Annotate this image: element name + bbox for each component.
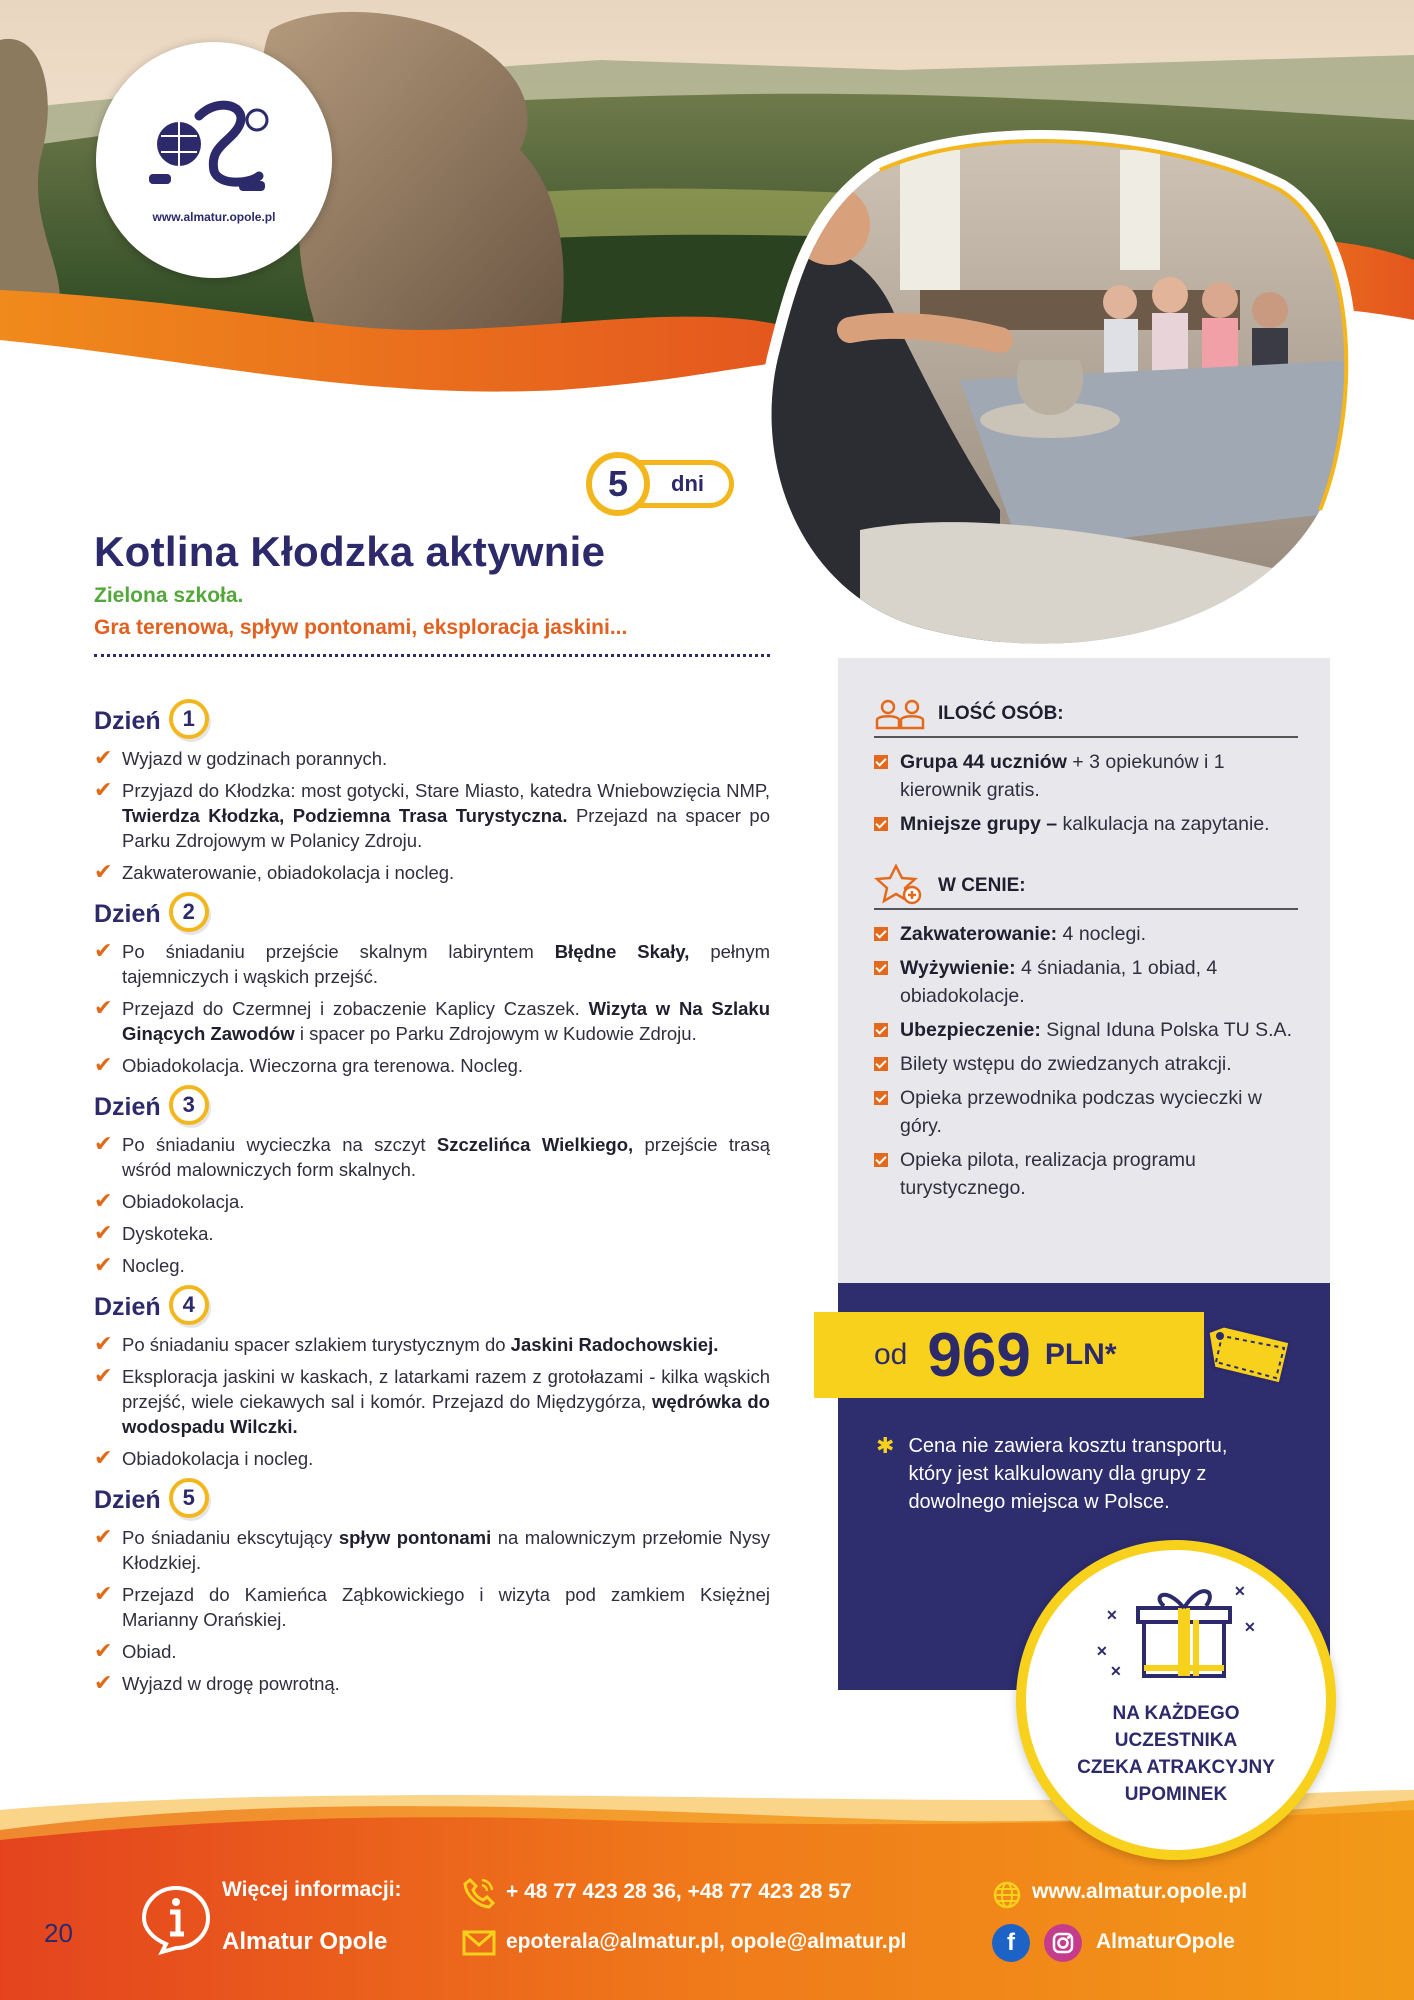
day-number-pin <box>169 892 209 936</box>
itinerary-item <box>94 939 770 989</box>
gift-icon <box>1096 1576 1256 1686</box>
subtitle-orange: Gra terenowa, spływ pontonami, eksploracja jaskini... <box>94 616 628 639</box>
duration-badge <box>586 452 744 516</box>
info-panel <box>838 658 1330 1283</box>
itinerary-text: Wyjazd w drogę powrotną. <box>122 1673 340 1694</box>
itinerary-text: Obiad. <box>122 1641 177 1662</box>
day-number: 2 <box>169 892 209 932</box>
people-icon <box>874 698 926 730</box>
included-item-text: Opieka pilota, realizacja programu turystycznego. <box>900 1149 1196 1199</box>
included-item <box>874 954 1298 1010</box>
checkmark-icon: ✔ <box>94 859 113 884</box>
persons-item-label: Mniejsze grupy – <box>900 813 1058 835</box>
persons-item-text: Mniejsze grupy – kalkulacja na zapytanie. <box>900 813 1270 835</box>
itinerary-item <box>94 1053 770 1078</box>
persons-list <box>874 748 1298 838</box>
included-heading: W CENIE: <box>938 875 1026 896</box>
day-heading <box>94 1479 770 1521</box>
day-block <box>94 1479 770 1696</box>
price-currency: PLN* <box>1044 1338 1117 1371</box>
day-heading <box>94 893 770 935</box>
itinerary-item <box>94 860 770 885</box>
day-number-pin <box>169 1478 209 1522</box>
itinerary-item <box>94 1253 770 1278</box>
itinerary-item <box>94 1132 770 1182</box>
duration-number: 5 <box>586 452 650 516</box>
checkmark-icon: ✔ <box>94 995 113 1020</box>
checkmark-icon: ✔ <box>94 938 113 963</box>
checkmark-icon: ✔ <box>94 1445 113 1470</box>
included-item-text: Zakwaterowanie: 4 noclegi. <box>900 923 1147 945</box>
checkmark-icon: ✔ <box>94 1581 113 1606</box>
included-item-label: Ubezpieczenie: <box>900 1019 1041 1041</box>
almatur-logo[interactable] <box>96 42 332 278</box>
itinerary-text: Nocleg. <box>122 1255 185 1276</box>
checkmark-icon: ✔ <box>94 1220 113 1245</box>
checkmark-icon: ✔ <box>94 1331 113 1356</box>
itinerary-text: Obiadokolacja i nocleg. <box>122 1448 314 1469</box>
price-bar <box>814 1312 1204 1398</box>
itinerary-text: Po śniadaniu spacer szlakiem turystycznym do Jaskini Radochowskiej. <box>122 1334 719 1355</box>
checkbox-icon <box>874 927 888 941</box>
logo-url: www.almatur.opole.pl <box>152 210 276 224</box>
social-handle[interactable]: AlmaturOpole <box>1096 1930 1235 1953</box>
duration-label: dni <box>634 460 734 508</box>
included-item-text: Opieka przewodnika podczas wycieczki w góry. <box>900 1087 1262 1137</box>
checkmark-icon: ✔ <box>94 1252 113 1277</box>
checkbox-icon <box>874 817 888 831</box>
website-link[interactable]: www.almatur.opole.pl <box>1032 1880 1248 1903</box>
itinerary-highlight: Jaskini Radochowskiej. <box>510 1334 719 1355</box>
included-item <box>874 920 1298 948</box>
included-section <box>874 870 1298 1208</box>
checkmark-icon: ✔ <box>94 1524 113 1549</box>
itinerary-item <box>94 1189 770 1214</box>
almatur-emblem-icon <box>139 96 289 206</box>
day-heading <box>94 1086 770 1128</box>
svg-text:✕: ✕ <box>1106 1607 1118 1623</box>
itinerary-item <box>94 1332 770 1357</box>
checkmark-icon: ✔ <box>94 1131 113 1156</box>
checkbox-icon <box>874 755 888 769</box>
page-title: Kotlina Kłodzka aktywnie <box>94 528 606 575</box>
svg-text:✕: ✕ <box>1096 1643 1108 1659</box>
gift-line: CZEKA ATRAKCYJNY <box>1077 1757 1275 1778</box>
itinerary-highlight: spływ pontonami <box>338 1527 492 1548</box>
dotted-divider <box>94 654 770 657</box>
price-prefix: od <box>874 1338 908 1371</box>
itinerary-text: Obiadokolacja. <box>122 1191 245 1212</box>
svg-text:✕: ✕ <box>1234 1583 1246 1599</box>
included-item <box>874 1016 1298 1044</box>
checkbox-icon <box>874 1153 888 1167</box>
itinerary-highlight: wędrówka do wodospadu Wilczki. <box>122 1391 770 1437</box>
itinerary-item <box>94 1639 770 1664</box>
itinerary-text: Przejazd do Czermnej i zobaczenie Kaplicy Czaszek. Wizyta w Na Szlaku Ginących Zawodów i spacer po Parku Zdrojowym w Kudowie Zdroju. <box>122 998 771 1044</box>
gift-line: UCZESTNIKA <box>1114 1730 1238 1751</box>
itinerary-item <box>94 1582 770 1632</box>
price-note <box>876 1432 1276 1516</box>
day-heading <box>94 700 770 742</box>
checkmark-icon: ✔ <box>94 777 113 802</box>
gift-line: UPOMINEK <box>1124 1784 1228 1805</box>
included-item-text: Ubezpieczenie: Signal Iduna Polska TU S.A. <box>900 1019 1292 1041</box>
day-number: 5 <box>169 1478 209 1518</box>
included-item <box>874 1084 1298 1140</box>
itinerary-text: Po śniadaniu wycieczka na szczyt Szczelińca Wielkiego, przejście trasą wśród malowniczych form skalnych. <box>122 1134 770 1180</box>
day-heading <box>94 1286 770 1328</box>
persons-item-label: Grupa 44 uczniów <box>900 751 1067 773</box>
included-item-label: Zakwaterowanie: <box>900 923 1058 945</box>
itinerary-item <box>94 1671 770 1696</box>
day-number: 3 <box>169 1085 209 1125</box>
company-name: Almatur Opole <box>222 1928 388 1955</box>
phone-icon <box>462 1876 496 1910</box>
star-badge-icon <box>874 864 926 908</box>
persons-item <box>874 748 1298 804</box>
day-label: Dzień <box>94 899 161 928</box>
included-list <box>874 920 1298 1202</box>
day-number-pin <box>169 1285 209 1329</box>
svg-text:✕: ✕ <box>1110 1663 1122 1679</box>
day-block <box>94 893 770 1078</box>
day-number: 4 <box>169 1285 209 1325</box>
day-label: Dzień <box>94 1485 161 1514</box>
itinerary-text: Przyjazd do Kłodzka: most gotycki, Stare Miasto, katedra Wniebowzięcia NMP, Twierdza Kłodzka, Podziemna Trasa Turystyczna. Przejazd na spacer po Parku Zdrojowym w Polanicy Zdroju. <box>122 780 771 851</box>
price-tag-icon <box>1204 1322 1294 1392</box>
itinerary-text: Eksploracja jaskini w kaskach, z latarkami razem z grotołazami - kilka wąskich przejść, wiele ciekawych sal i komór. Przejazd do Międzygórza, wędrówka do wodospadu Wilczki. <box>122 1366 770 1437</box>
persons-item-text: Grupa 44 uczniów + 3 opiekunów i 1 kierownik gratis. <box>900 751 1225 801</box>
day-block <box>94 700 770 885</box>
included-item-text: Bilety wstępu do zwiedzanych atrakcji. <box>900 1053 1232 1075</box>
itinerary-highlight: Szczelińca Wielkiego, <box>436 1134 634 1155</box>
info-icon <box>140 1884 212 1956</box>
itinerary-item <box>94 1525 770 1575</box>
itinerary-highlight: Wizyta w Na Szlaku Ginących Zawodów <box>122 998 771 1044</box>
checkbox-icon <box>874 961 888 975</box>
persons-heading: ILOŚĆ OSÓB: <box>938 703 1064 724</box>
included-item <box>874 1050 1298 1078</box>
checkmark-icon: ✔ <box>94 1638 113 1663</box>
gift-circle <box>1016 1540 1336 1860</box>
itinerary-text: Dyskoteka. <box>122 1223 214 1244</box>
checkmark-icon: ✔ <box>94 1670 113 1695</box>
price-value: 969 <box>927 1320 1031 1390</box>
email-icon <box>462 1930 496 1956</box>
more-info-label: Więcej informacji: <box>222 1878 402 1901</box>
email-addresses[interactable]: epoterala@almatur.pl, opole@almatur.pl <box>506 1930 907 1953</box>
checkmark-icon: ✔ <box>94 1188 113 1213</box>
itinerary-item <box>94 996 770 1046</box>
asterisk-icon: ✱ <box>876 1433 895 1458</box>
persons-item <box>874 810 1298 838</box>
checkbox-icon <box>874 1091 888 1105</box>
checkmark-icon: ✔ <box>94 745 113 770</box>
globe-icon <box>992 1880 1022 1910</box>
itinerary-highlight: Twierdza Kłodzka, Podziemna Trasa Turystyczna. <box>122 805 568 826</box>
price-note-text: Cena nie zawiera kosztu transportu, który jest kalkulowany dla grupy z dowolnego miejsca w Polsce. <box>908 1435 1228 1513</box>
pottery-workshop-photo <box>760 130 1360 680</box>
itinerary-text: Po śniadaniu ekscytujący spływ pontonami na malowniczym przełomie Nysy Kłodzkiej. <box>122 1527 771 1573</box>
day-block <box>94 1086 770 1278</box>
checkmark-icon: ✔ <box>94 1363 113 1388</box>
itinerary-text: Przejazd do Kamieńca Ząbkowickiego i wizyta pod zamkiem Księżnej Marianny Orańskiej. <box>122 1584 770 1630</box>
itinerary-item <box>94 746 770 771</box>
checkmark-icon: ✔ <box>94 1052 113 1077</box>
itinerary-text: Wyjazd w godzinach porannych. <box>122 748 388 769</box>
included-item-label: Wyżywienie: <box>900 957 1016 979</box>
itinerary-item <box>94 1221 770 1246</box>
day-block <box>94 1286 770 1471</box>
persons-section <box>874 698 1298 844</box>
subtitle-green: Zielona szkoła. <box>94 584 244 607</box>
day-label: Dzień <box>94 1292 161 1321</box>
itinerary-item <box>94 1446 770 1471</box>
gift-text <box>1026 1700 1326 1808</box>
svg-text:✕: ✕ <box>1244 1619 1256 1635</box>
day-number: 1 <box>169 699 209 739</box>
itinerary-text: Obiadokolacja. Wieczorna gra terenowa. Nocleg. <box>122 1055 524 1076</box>
itinerary-item <box>94 778 770 853</box>
included-item <box>874 1146 1298 1202</box>
page-number: 20 <box>44 1918 73 1948</box>
day-number-pin <box>169 1085 209 1129</box>
gift-line: NA KAŻDEGO <box>1112 1703 1240 1724</box>
checkbox-icon <box>874 1023 888 1037</box>
day-number-pin <box>169 699 209 743</box>
instagram-icon[interactable] <box>1044 1924 1082 1962</box>
itinerary <box>94 700 770 1704</box>
itinerary-text: Po śniadaniu przejście skalnym labiryntem Błędne Skały, pełnym tajemniczych i wąskich przejść. <box>122 941 770 987</box>
itinerary-text: Zakwaterowanie, obiadokolacja i nocleg. <box>122 862 455 883</box>
day-label: Dzień <box>94 1092 161 1121</box>
checkbox-icon <box>874 1057 888 1071</box>
phone-numbers[interactable]: + 48 77 423 28 36, +48 77 423 28 57 <box>506 1880 852 1903</box>
itinerary-item <box>94 1364 770 1439</box>
itinerary-highlight: Błędne Skały, <box>554 941 690 962</box>
facebook-icon[interactable]: f <box>992 1924 1030 1962</box>
day-label: Dzień <box>94 706 161 735</box>
included-item-text: Wyżywienie: 4 śniadania, 1 obiad, 4 obiadokolacje. <box>900 957 1218 1007</box>
